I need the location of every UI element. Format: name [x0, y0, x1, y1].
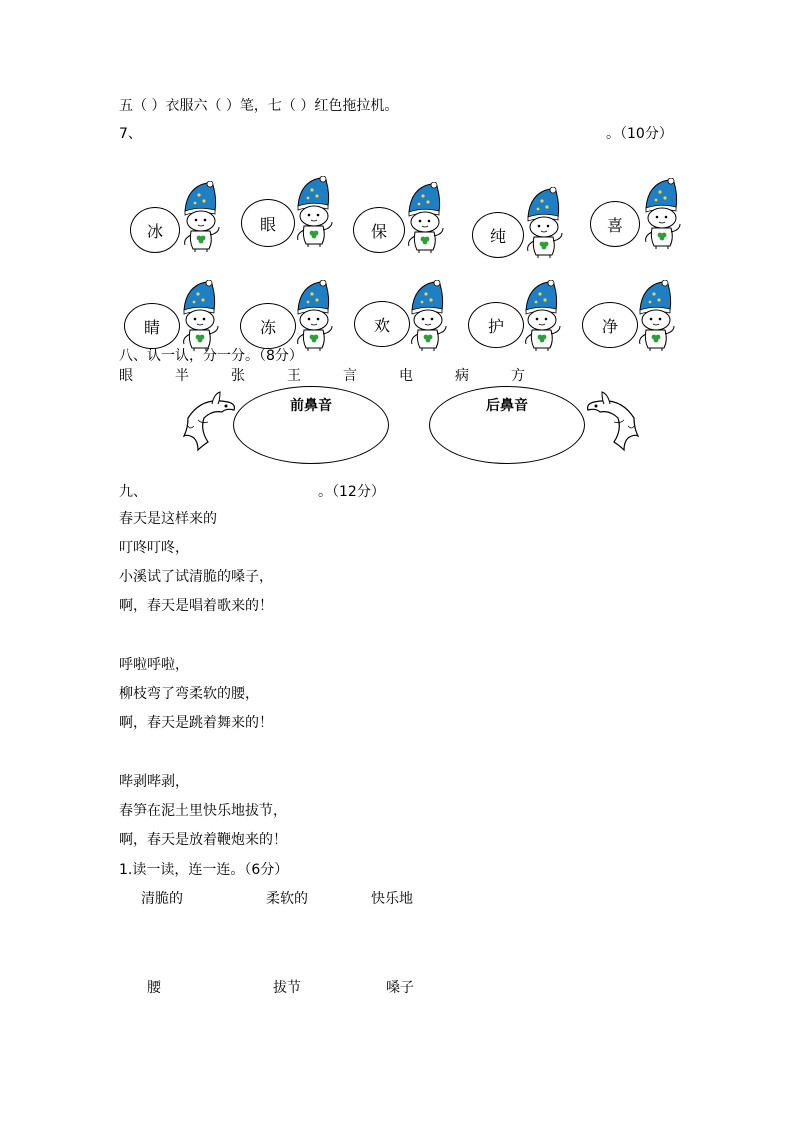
char-oval: 冰 — [130, 207, 180, 253]
sort-word: 病 — [455, 368, 469, 384]
cat-mascot-icon — [638, 178, 682, 250]
match-word-top: 清脆的 — [141, 891, 183, 907]
poem-line: 啊，春天是放着鞭炮来的！ — [119, 832, 287, 848]
char-oval: 眼 — [241, 199, 295, 247]
match-word-top: 快乐地 — [371, 891, 413, 907]
sort-word: 半 — [175, 368, 189, 384]
char-oval: 纯 — [472, 212, 524, 258]
cat-mascot-icon — [520, 187, 564, 259]
cat-mascot-icon — [176, 280, 220, 352]
sort-word: 言 — [343, 368, 357, 384]
fill-blank-line: 五（ ）衣服六（ ）笔，七（ ）红色拖拉机。 — [119, 98, 399, 114]
back-nasal-oval — [429, 386, 585, 464]
match-word-bottom: 腰 — [147, 980, 161, 996]
cat-mascot-icon — [518, 280, 562, 352]
question-7-number: 7、 — [119, 126, 142, 142]
char-oval: 睛 — [124, 303, 180, 349]
poem-line: 啊，春天是跳着舞来的！ — [119, 715, 273, 731]
char-oval: 喜 — [590, 201, 640, 247]
front-nasal-oval — [233, 386, 389, 464]
back-nasal-label: 后鼻音 — [486, 398, 528, 414]
sort-word: 张 — [231, 368, 245, 384]
question-7-score: 。（10分） — [606, 126, 673, 142]
poem-line: 呼啦呼啦， — [119, 657, 189, 673]
question-9-number: 九、 — [119, 484, 147, 500]
match-word-top: 柔软的 — [266, 891, 308, 907]
char-oval: 欢 — [354, 301, 410, 347]
sort-word: 王 — [287, 368, 301, 384]
question-8-title: 八、认一认，分一分。（8分） — [119, 348, 303, 364]
cat-mascot-icon — [290, 280, 334, 352]
sort-word: 方 — [511, 368, 525, 384]
cat-mascot-icon — [290, 176, 334, 248]
char-oval: 冻 — [240, 303, 296, 349]
cat-mascot-icon — [632, 280, 676, 352]
cat-mascot-icon — [404, 280, 448, 352]
sort-word: 电 — [399, 368, 413, 384]
front-nasal-label: 前鼻音 — [290, 398, 332, 414]
poem-line: 啊，春天是唱着歌来的！ — [119, 598, 273, 614]
dolphin-icon — [584, 390, 640, 452]
cat-mascot-icon — [401, 182, 445, 254]
sub-question-title: 1.读一读，连一连。（6分） — [119, 862, 289, 878]
poem-line: 叮咚叮咚， — [119, 540, 189, 556]
poem-line: 柳枝弯了弯柔软的腰， — [119, 686, 259, 702]
cat-mascot-icon — [177, 181, 221, 253]
char-oval: 净 — [582, 302, 638, 348]
poem-line: 春笋在泥土里快乐地拔节， — [119, 803, 287, 819]
char-oval: 护 — [468, 302, 524, 348]
poem-title: 春天是这样来的 — [119, 511, 217, 527]
match-word-bottom: 拔节 — [273, 980, 301, 996]
poem-line: 哔剥哔剥， — [119, 774, 189, 790]
char-oval: 保 — [353, 207, 405, 253]
dolphin-icon — [182, 390, 238, 452]
poem-line: 小溪试了试清脆的嗓子， — [119, 569, 273, 585]
question-9-score: 。（12分） — [318, 484, 385, 500]
sort-word: 眼 — [119, 368, 133, 384]
match-word-bottom: 嗓子 — [386, 980, 414, 996]
